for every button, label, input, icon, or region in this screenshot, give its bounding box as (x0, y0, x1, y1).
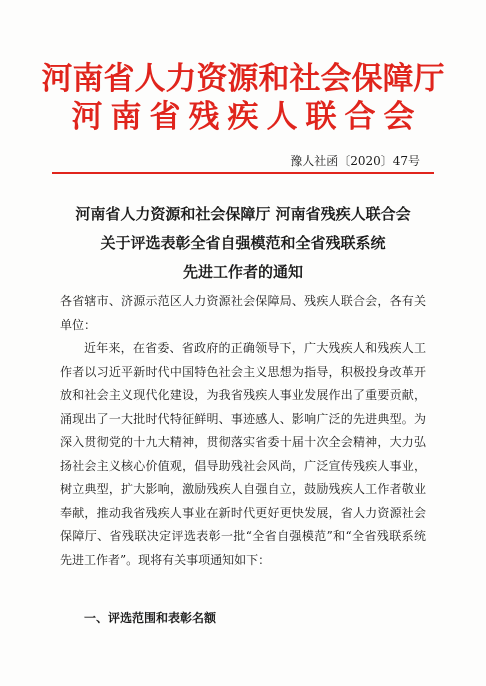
body-paragraph: 近年来，在省委、省政府的正确领导下，广大残疾人和残疾人工作者以习近平新时代中国特色社会主义思想为指导，积极投身改革开放和社会主义现代化建设，为我省残疾人事业发展作出了重要贡献，涌现出了一大批时代特征鲜明、事迹感人、影响广泛的先进典型。为深入贯彻党的十九大精神，贯彻落实省委十届十次全会精神，大力弘扬社会主义核心价值观，倡导助残社会风尚，广泛宣传残疾人事业，树立典型，扩大影响，激励残疾人自强自立，鼓励残疾人工作者敬业奉献，推动我省残疾人事业在新时代更好更快发展，省人力资源社会保障厅、省残联决定评选表彰一批“全省自强模范”和“全省残联系统先进工作者”。现将有关事项通知如下： (60, 341, 426, 567)
notice-title-line-3: 先进工作者的通知 (182, 263, 303, 281)
document-number: 豫人社函〔2020〕47号 (290, 154, 420, 168)
section-heading: 一、评选范围和表彰名额 (84, 611, 217, 625)
notice-title-line-1: 河南省人力资源和社会保障厅 河南省残疾人联合会 (75, 205, 411, 223)
notice-body (60, 290, 426, 572)
notice-title-line-2: 关于评选表彰全省自强模范和全省残联系统 (100, 234, 386, 252)
red-divider-line (52, 172, 434, 174)
letterhead (0, 60, 486, 136)
notice-title (0, 200, 486, 287)
salutation: 各省辖市、济源示范区人力资源社会保障局、残疾人联合会，各有关单位： (60, 294, 426, 332)
letterhead-line-disabled-federation: 河南省残疾人联合会 (71, 99, 423, 135)
letterhead-line-hrss: 河南省人力资源和社会保障厅 (41, 61, 445, 97)
